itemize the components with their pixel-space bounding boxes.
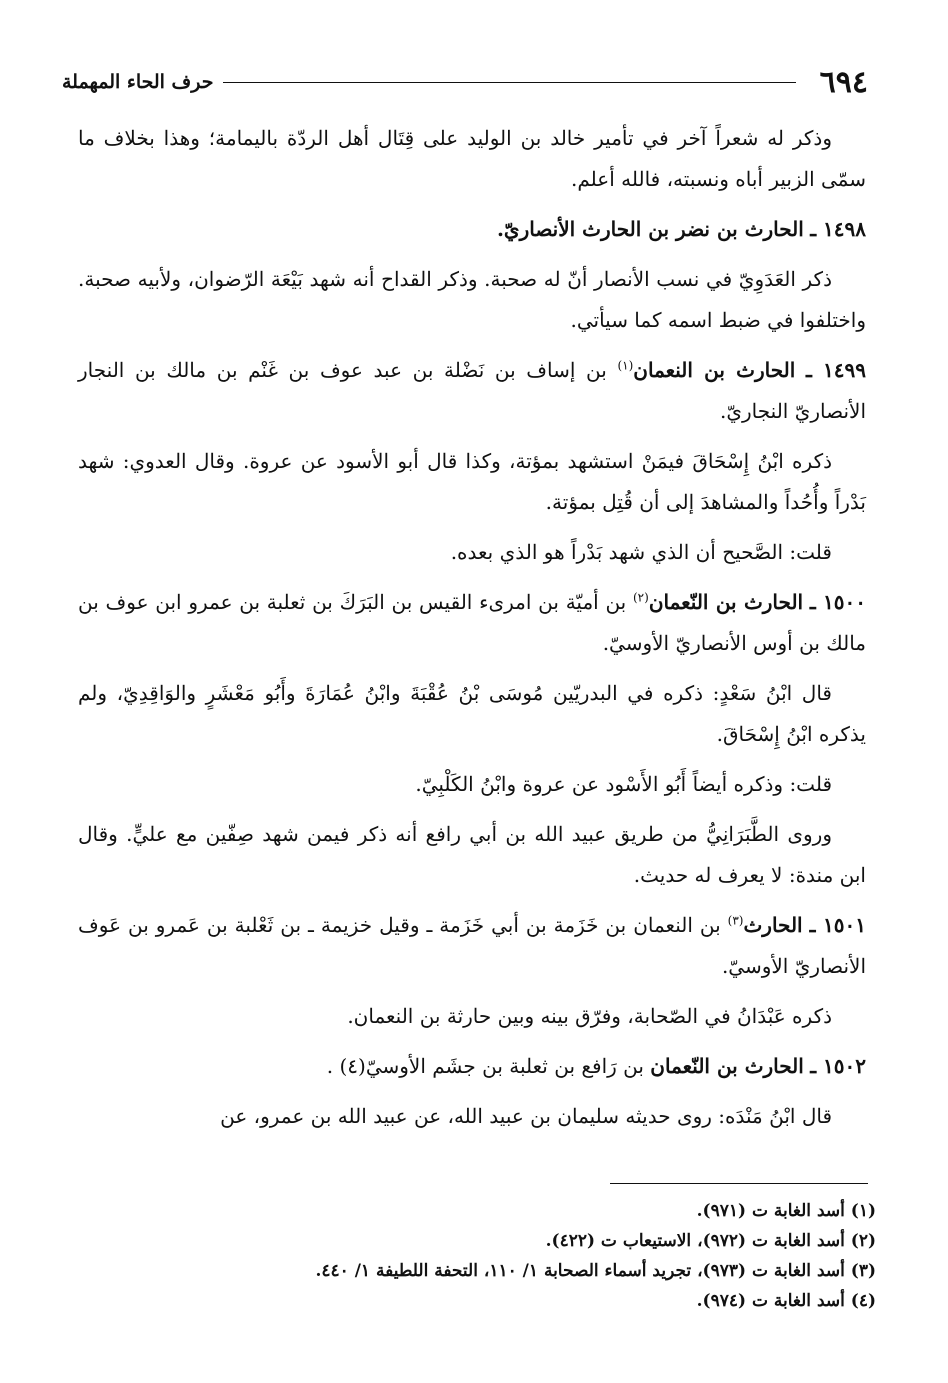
entry-text: بن النعمان بن خَزَمة بن أبي خَزَمة ـ وقيل خزيمة ـ بن ثَعْلبة بن عَمرو بن عَوف الأنصاريّ الأوسيّ. [78, 913, 866, 978]
biography-entry [78, 582, 866, 664]
entry-heading: الحارث بن النّعمان [648, 590, 804, 614]
entry-heading: الحارث بن النّعمان [650, 1054, 804, 1078]
body-paragraph: وروى الطَّبَرَانِيُّ من طريق عبيد الله بن أبي رافع أنه ذكر فيمن شهد صِفّين مع عليٍّ. وقال ابن مندة: لا يعرف له حديث. [78, 822, 866, 887]
biography-entry [78, 905, 866, 987]
body-paragraph: ذكره عَبْدَانُ في الصّحابة، وفرّق بينه وبين حارثة بن النعمان. [347, 1004, 832, 1028]
footnote: (٤) أسد الغابة ت (٩٧٤). [696, 1291, 876, 1311]
footnotes [78, 1196, 876, 1316]
body-paragraph: قال ابْنُ سَعْدٍ: ذكره في البدريّين مُوسَى بْنُ عُقْبَةَ وابْنُ عُمَارَةَ وأَبُو مَعْشَرٍ والوَاقِدِيّ، ولم يذكره ابْنُ إِسْحَاقَ. [78, 681, 866, 746]
page-header [62, 62, 868, 102]
entry-number: ١٥٠١ ـ [809, 913, 866, 937]
entry-text: بن إساف بن نَضْلة بن عبد عوف بن غَنْم بن مالك بن النجار الأنصاريّ النجاريّ. [78, 358, 866, 423]
footnote: (١) أسد الغابة ت (٩٧١). [696, 1201, 876, 1221]
biography-entry [78, 209, 866, 250]
body-paragraph: وذكر له شعراً آخر في تأمير خالد بن الوليد على قِتَال أهل الردّة باليمامة؛ وهذا بخلاف ما سمّى الزبير أباه ونسبته، فالله أعلم. [78, 126, 866, 191]
entry-number: ١٥٠٠ ـ [809, 590, 866, 614]
biography-entry [78, 1046, 866, 1087]
footnote-marker: (٣) [727, 913, 744, 928]
entry-number: ١٤٩٨ ـ [810, 217, 866, 241]
entry-heading: الحارث بن النعمان [633, 358, 796, 382]
entry-number: ١٥٠٢ ـ [810, 1054, 866, 1078]
body-paragraph: ذكره ابْنُ إِسْحَاقَ فيمَنْ استشهد بمؤتة، وكذا قال أبو الأسود عن عروة. وقال العدوي: شهد بَدْراً وأُحُداً والمشاهدَ إلى أن قُتِل بمؤتة. [78, 449, 866, 514]
footnote-marker: (١) [617, 358, 634, 373]
body-paragraph: قلت: الصَّحيح أن الذي شهد بَدْراً هو الذي بعده. [450, 540, 832, 564]
entry-number: ١٤٩٩ ـ [805, 358, 866, 382]
entry-heading: الحارث [743, 913, 803, 937]
entry-text: بن أميّة بن امرىء القيس بن البَرَكَ بن ثعلبة بن عمرو ابن عوف بن مالك بن أوس الأنصاريّ الأوسيّ. [78, 590, 866, 655]
entry-heading: الحارث بن نضر بن الحارث الأنصاريّ. [496, 217, 804, 241]
body-paragraph: قلت: وذكره أيضاً أَبُو الأَسْود عن عروة وابْنُ الكَلْبِيّ. [415, 772, 832, 796]
footnote-rule [610, 1183, 868, 1184]
biography-entry [78, 350, 866, 432]
page-body [78, 118, 866, 1146]
footnote-marker: (٢) [632, 590, 649, 605]
running-title: حرف الحاء المهملة [62, 71, 214, 93]
header-rule [223, 82, 795, 83]
entry-text: بن رَافع بن ثعلبة بن جشَم الأوسيّ(٤) . [326, 1054, 651, 1078]
footnote: (٢) أسد الغابة ت (٩٧٢)، الاستيعاب ت (٤٢٢). [545, 1231, 876, 1251]
page-number: ٦٩٤ [819, 64, 868, 100]
body-paragraph: قال ابْنُ مَنْدَه: روى حديثه سليمان بن عبيد الله، عن عبيد الله بن عمرو، عن [220, 1104, 832, 1128]
footnote: (٣) أسد الغابة ت (٩٧٣)، تجريد أسماء الصحابة ١/ ١١٠، التحفة اللطيفة ١/ ٤٤٠. [315, 1261, 876, 1281]
body-paragraph: ذكر العَدَوِيّ في نسب الأنصار أنّ له صحبة. وذكر القداح أنه شهد بَيْعَة الرّضوان، ولأبيه صحبة. واختلفوا في ضبط اسمه كما سيأتي. [78, 267, 866, 332]
